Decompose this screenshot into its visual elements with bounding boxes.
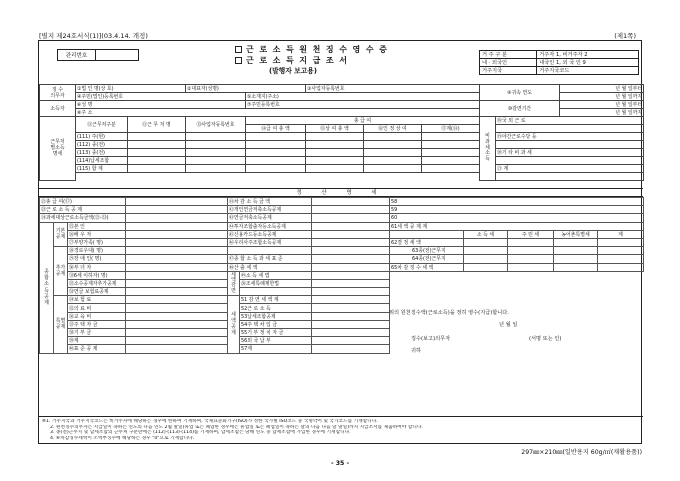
calc-left-label-3: ㉕본 인 (68, 222, 126, 230)
calc-mid-value-16[interactable] (312, 329, 390, 337)
calc-left-value-16[interactable] (126, 329, 228, 337)
resident-value: 거주자 1, 비거주자 2 (537, 51, 639, 59)
confirm-area (390, 279, 644, 287)
calc-left-value-4[interactable] (126, 230, 228, 238)
withholding-agent-sign-label: 징수(보고)의무자 (411, 336, 451, 342)
addressee-label: 귀하 (411, 348, 422, 354)
calc-left-value-10[interactable] (126, 279, 228, 287)
cell[interactable] (186, 165, 246, 173)
determined-tax-value[interactable] (464, 238, 508, 246)
calc-left-label-9: ㉛6세 이하자( 명) (68, 271, 126, 279)
cell[interactable] (306, 141, 364, 149)
calc-left-label-18: ㊵표 준 공 제 (68, 345, 126, 353)
determined-tax-value[interactable] (554, 238, 598, 246)
calc-left-label-12: ㉞보 험 료 (68, 296, 126, 304)
prepaid-tax-prev1-label: 63종(전)근무지 (390, 247, 464, 255)
prepaid-tax-prev2-label: 64종(전)근무지 (390, 255, 464, 263)
determined-tax-value[interactable] (598, 238, 644, 246)
workplace-bizno-header: ⑬사업자등록번호 (186, 117, 246, 133)
attribution-year-label: ⑨귀속 연도 (480, 85, 560, 101)
calc-left-label-15: ㊲주 택 자 금 (68, 320, 126, 328)
calc-left-label-17: ㊴계 (68, 337, 126, 345)
calc-mid-value-14[interactable] (312, 312, 390, 320)
calc-mid-label-17: 56외 국 납 부 (240, 337, 312, 345)
resident-classification-table (479, 50, 639, 75)
withholding-due-value[interactable] (598, 263, 644, 271)
calc-mid-label-8: ㊽산 출 세 액 (228, 263, 312, 271)
calc-left-label-10: ㉜소수공제자추가공제 (68, 279, 126, 287)
nontax-night-value[interactable] (496, 141, 644, 149)
calc-left-value-0[interactable] (126, 198, 228, 206)
total-pay-header: 총 급 여 (246, 117, 480, 125)
calc-mid-value-4[interactable] (312, 230, 390, 238)
calc-mid-label-3: ㊹투자조합출자등소득공제 (228, 222, 312, 230)
calc-mid-value-5[interactable] (312, 238, 390, 246)
calc-mid-label-4: ㊺신용카드등소득공제 (228, 230, 312, 238)
exemption-period-label: ⑩감면기간 (480, 101, 560, 117)
calc-right-59: 59 (390, 206, 644, 214)
cell[interactable] (422, 165, 480, 173)
calc-mid-label-1: ㊷개인연금저축소득공제 (228, 206, 312, 214)
tax-column-header-0: 소 득 세 (464, 230, 508, 238)
confirm-area (390, 271, 644, 279)
income-earner-label: 소득자 (40, 101, 76, 117)
calc-left-label-1: ㉓근 로 소 득 공 제 (40, 206, 126, 214)
calc-left-label-0: ㉒총 급 여(⑰) (40, 198, 126, 206)
note-4: 4. ⑥차감징수세액이 소액부징수에 해당하는 경우 "0"으로 기재합니다. (50, 436, 195, 442)
workplace-row-prev-1: (112) 종(전) (76, 141, 128, 149)
cell[interactable] (364, 149, 422, 157)
nontax-overseas-label: ⑱국 외 근 로 (496, 117, 644, 125)
calc-mid-value-3[interactable] (312, 222, 390, 230)
calc-left-value-14[interactable] (126, 312, 228, 320)
nationality-value: 내국인 1, 외 국 인 9 (537, 59, 639, 67)
calc-mid-value-13[interactable] (312, 304, 390, 312)
calc-mid-value-12[interactable] (312, 296, 390, 304)
confirm-area (390, 345, 644, 353)
calc-left-value-3[interactable] (126, 222, 228, 230)
address-label: ⑤소재지(주소) (246, 93, 480, 101)
workplace-row-current: (111) 주(현) (76, 133, 128, 141)
note-2: 2. 원천징수의무자는 지급일이 속하는 연도의 다음 연도 2월 말일(휴업 또는 폐업한 경우에는 휴업일 또는 폐업일이 속하는 달의 다음 다음 달 말일)까지 지급조서를 제출하여야 합니다. (50, 424, 423, 430)
cell[interactable] (364, 133, 422, 141)
calc-mid-value-17[interactable] (312, 337, 390, 345)
exemption-to[interactable]: 년 월 일까지 (560, 109, 644, 117)
tax-blank-header (390, 230, 464, 238)
cell[interactable] (128, 165, 186, 173)
settlement-table (39, 197, 644, 354)
nontax-sum-label: ㉑ 계 (496, 165, 644, 173)
salary-total-header: ⑭급 여 총 액 (246, 125, 306, 133)
cell[interactable] (186, 157, 246, 165)
deemed-bonus-header: ⑯인 정 상 여 (364, 125, 422, 133)
prepaid-tax-value[interactable] (508, 255, 554, 263)
determined-tax-label: 62결 정 세 액 (390, 238, 464, 246)
workplace-row-tax-union: (114)납세조합 (76, 157, 128, 165)
calc-mid-value-1[interactable] (312, 206, 390, 214)
title-subtitle: (발행자 보고용) (269, 67, 317, 75)
confirm-area (390, 288, 644, 296)
calc-left-value-15[interactable] (126, 320, 228, 328)
spacer (246, 173, 306, 181)
calc-left-label-8: ㉚부 녀 자 (68, 263, 126, 271)
exemption-from[interactable]: 년 월 일부터 (560, 101, 644, 109)
cell[interactable] (306, 157, 364, 165)
calc-left-label-4: ㉖배 우 자 (68, 230, 126, 238)
tax-reduction-label: 세 액 감 면 (228, 271, 240, 296)
cell[interactable] (422, 133, 480, 141)
calc-mid-value-7[interactable] (312, 255, 390, 263)
tax-column-header-1: 주 민 세 (508, 230, 554, 238)
spacer (422, 173, 480, 181)
page-number: - 35 - (330, 460, 350, 467)
spacer (306, 173, 364, 181)
workplace-row-total: (115) 합 계 (76, 165, 128, 173)
calc-left-value-13[interactable] (126, 304, 228, 312)
cell[interactable] (128, 141, 186, 149)
form-titles (235, 45, 405, 76)
cell[interactable] (246, 149, 306, 157)
cell[interactable] (246, 165, 306, 173)
calc-mid-label-12: 51 감 면 세 액 계 (240, 296, 312, 304)
calc-mid-value-0[interactable] (312, 198, 390, 206)
cell[interactable] (306, 133, 364, 141)
workplace-name-header: ⑫근 무 처 명 (128, 117, 186, 133)
cell[interactable] (186, 133, 246, 141)
page-side-label: (제1쪽) (614, 32, 636, 40)
cell[interactable] (306, 165, 364, 173)
calc-mid-label-0: ㊶차 감 소 득 금 액 (228, 198, 312, 206)
calc-mid-value-6[interactable] (312, 247, 390, 255)
withholding-due-value[interactable] (508, 263, 554, 271)
cell[interactable] (364, 157, 422, 165)
earner-address-label: ⑧주 소 (76, 109, 480, 117)
resident-corp-number-label: ④주민(법인)등록번호 (76, 93, 246, 101)
calc-left-label-11: ㉝연금 보험료공제 (68, 288, 126, 296)
cell[interactable] (246, 157, 306, 165)
calc-left-value-5[interactable] (126, 238, 228, 246)
calc-mid-label-13: 52근 로 소 득 (240, 304, 312, 312)
withholding-due-value[interactable] (464, 263, 508, 271)
special-deduction-label: 특별 공제 (54, 296, 68, 353)
cell[interactable] (364, 141, 422, 149)
calc-mid-value-10[interactable] (312, 279, 390, 287)
calc-mid-label-10: ㊿조세특례제한법 (240, 279, 312, 287)
paper-spec: 297㎜×210㎜(일반용지 60g/㎡(재활용품)) (521, 449, 642, 456)
calc-left-value-8[interactable] (126, 263, 228, 271)
calc-mid-label-6 (228, 247, 312, 255)
calc-mid-label-14: 53납세조합공제 (240, 312, 312, 320)
biz-reg-number-label: ③사업자등록번호 (306, 85, 480, 93)
calc-right-58: 58 (390, 198, 644, 206)
title-receipt: 근 로 소 득 원 천 징 수 영 수 증 (246, 45, 389, 54)
calc-mid-label-5: ㊻우리사주조합소득공제 (228, 238, 312, 246)
calc-mid-label-7: ㊼종 합 소 득 과 세 표 준 (228, 255, 312, 263)
resident-label: 거 주 구 분 (480, 51, 537, 59)
calc-mid-value-8[interactable] (312, 263, 390, 271)
calc-mid-label-2: ㊸연금저축소득공제 (228, 214, 312, 222)
management-number-label: 관리번호 (58, 50, 96, 60)
calc-mid-value-15[interactable] (312, 320, 390, 328)
spacer (364, 173, 422, 181)
workplace-type-header: ⑪근무처구분 (76, 117, 128, 133)
nontax-overseas-value[interactable] (496, 125, 644, 133)
cell[interactable] (186, 149, 246, 157)
bonus-total-header: ⑮상 여 총 액 (306, 125, 364, 133)
tax-credit-label: 세 액 공 제 (228, 296, 240, 353)
cell[interactable] (306, 149, 364, 157)
calc-left-value-7[interactable] (126, 255, 228, 263)
calc-right-60: 60 (390, 214, 644, 222)
nationality-label: 내 · 외국인 (480, 59, 537, 67)
determined-tax-value[interactable] (508, 238, 554, 246)
cell[interactable] (128, 149, 186, 157)
calc-mid-value-9[interactable] (312, 271, 390, 279)
earner-rrn-label: ⑦주민등록번호 (246, 101, 480, 109)
cell[interactable] (246, 141, 306, 149)
tax-column-header-2: 농어촌특별세 (554, 230, 598, 238)
prepaid-tax-value[interactable] (464, 255, 508, 263)
pay-sum-header: ⑰계(⑭) (422, 125, 480, 133)
calc-mid-value-11[interactable] (312, 288, 390, 296)
calc-mid-label-18: 57계 (240, 345, 312, 353)
calc-mid-label-15: 54주 택 차 입 금 (240, 320, 312, 328)
calc-mid-label-16: 55기 부 정 치 자 금 (240, 329, 312, 337)
calc-left-value-2[interactable] (126, 214, 228, 222)
calc-left-value-17[interactable] (126, 337, 228, 345)
prepaid-tax-value[interactable] (598, 255, 644, 263)
prepaid-tax-value[interactable] (554, 255, 598, 263)
prepaid-tax-value[interactable] (554, 247, 598, 255)
withholding-agent-label: 징 수 의무자 (40, 85, 76, 101)
withholding-receipt-form (38, 40, 642, 444)
prepaid-tax-value[interactable] (508, 247, 554, 255)
cell[interactable] (186, 141, 246, 149)
spacer (186, 173, 246, 181)
confirmation-statement: 위의 원천징수액(근로소득)을 정히 영수(지급)합니다. (389, 310, 509, 316)
prepaid-tax-value[interactable] (464, 247, 508, 255)
residence-country-label: 거주지국 (480, 67, 537, 75)
title-checkbox-2[interactable] (235, 57, 242, 64)
basic-deduction-label: 기본 공제 (54, 222, 68, 247)
tax-credit-total-label: 61세 액 공 제 계 (390, 222, 644, 230)
party-info-table (39, 84, 644, 181)
calc-left-label-16: ㊳기 부 금 (68, 329, 126, 337)
calc-left-label-5: ㉗부양가족( 명) (68, 238, 126, 246)
prepaid-tax-value[interactable] (598, 247, 644, 255)
cell[interactable] (364, 165, 422, 173)
cell[interactable] (422, 157, 480, 165)
withholding-due-label: 65차 감 징 수 세 액 (390, 263, 464, 271)
attribution-to[interactable]: 년 월 일까지 (560, 93, 644, 101)
management-number-box (57, 49, 139, 61)
calc-left-label-7: ㉙장 애 인( 명) (68, 255, 126, 263)
calc-left-value-6[interactable] (126, 247, 228, 255)
additional-deduction-label: 추가 공제 (54, 247, 68, 296)
calc-left-value-11[interactable] (126, 288, 228, 296)
withholding-due-value[interactable] (554, 263, 598, 271)
form-header-label: [별지 제24호서식(1)](03.4.14. 개정) (39, 32, 148, 40)
note-1: ※1. 거주지국과 거주지국코드는 비거주자에 해당하는 경우에 한하여 기재하며, 국제표준화기구(ISO)가 정한 국가별 ISO코드 중 국명약어 및 국가코드를 기재합니다. (42, 419, 378, 424)
calc-left-label-6: ㉘경로우대( 명) (68, 247, 126, 255)
residence-country-code-label: 거주지국코드 (537, 67, 639, 75)
nontax-night-label: ⑲야간근로수당 등 (496, 133, 644, 141)
calc-left-value-9[interactable] (126, 271, 228, 279)
calc-mid-value-2[interactable] (312, 214, 390, 222)
spacer (128, 173, 186, 181)
nontax-income-label: 비 과 세 소 득 (480, 117, 496, 181)
notes-block (39, 416, 643, 442)
cell[interactable] (128, 133, 186, 141)
cell[interactable] (128, 157, 186, 165)
signature-field[interactable]: (서명 또는 인) (529, 336, 562, 342)
cell[interactable] (422, 149, 480, 157)
calc-left-label-13: ㉟의 료 비 (68, 304, 126, 312)
calc-mid-value-18[interactable] (312, 345, 390, 353)
comprehensive-deduction-label: 종 합 소 득 공 제 (40, 222, 54, 353)
spacer (76, 173, 128, 181)
representative-label: ②대표자(성명) (186, 85, 306, 93)
attribution-from[interactable]: 년 월 일부터 (560, 85, 644, 93)
workplace-income-label: 근무처 별소득 명세 (40, 117, 76, 181)
calc-left-value-18[interactable] (126, 345, 228, 353)
settlement-section-title: 정 산 명 세 (39, 188, 643, 197)
management-number-field[interactable] (96, 50, 138, 60)
calc-mid-label-11 (240, 288, 312, 296)
confirm-area (390, 296, 644, 304)
corp-name-label: ①법 인 명(상 호) (76, 85, 186, 93)
nontax-other-label: ⑳기 타 비 과 세 (496, 149, 644, 157)
title-checkbox-1[interactable] (235, 46, 242, 53)
nontax-other-value[interactable] (496, 157, 644, 165)
earner-name-label: ⑥성 명 (76, 101, 246, 109)
calc-left-label-14: ㊱교 육 비 (68, 312, 126, 320)
calc-left-value-12[interactable] (126, 296, 228, 304)
title-statement: 근 로 소 득 지 급 조 서 (246, 55, 349, 65)
calc-mid-label-9: ㊾소 득 세 법 (240, 271, 312, 279)
cell[interactable] (246, 133, 306, 141)
confirmation-date[interactable]: 년 월 일 (499, 322, 518, 328)
tax-column-header-3: 계 (598, 230, 644, 238)
nontax-sum-value[interactable] (496, 173, 644, 181)
workplace-row-prev-2: (113) 종(전) (76, 149, 128, 157)
calc-left-label-2: ㉔과세대상근로소득금액(㉒-㉓) (40, 214, 126, 222)
cell[interactable] (422, 141, 480, 149)
note-3: 3. 종(전)근무지 및 납세조합의 근무처 구분란에는 (112)·(113)·(114)를 기재하며, 납세조합은 당해 연도 중 납세조합에 가입한 경우에 기재합니다. (50, 430, 351, 436)
calc-left-value-1[interactable] (126, 206, 228, 214)
